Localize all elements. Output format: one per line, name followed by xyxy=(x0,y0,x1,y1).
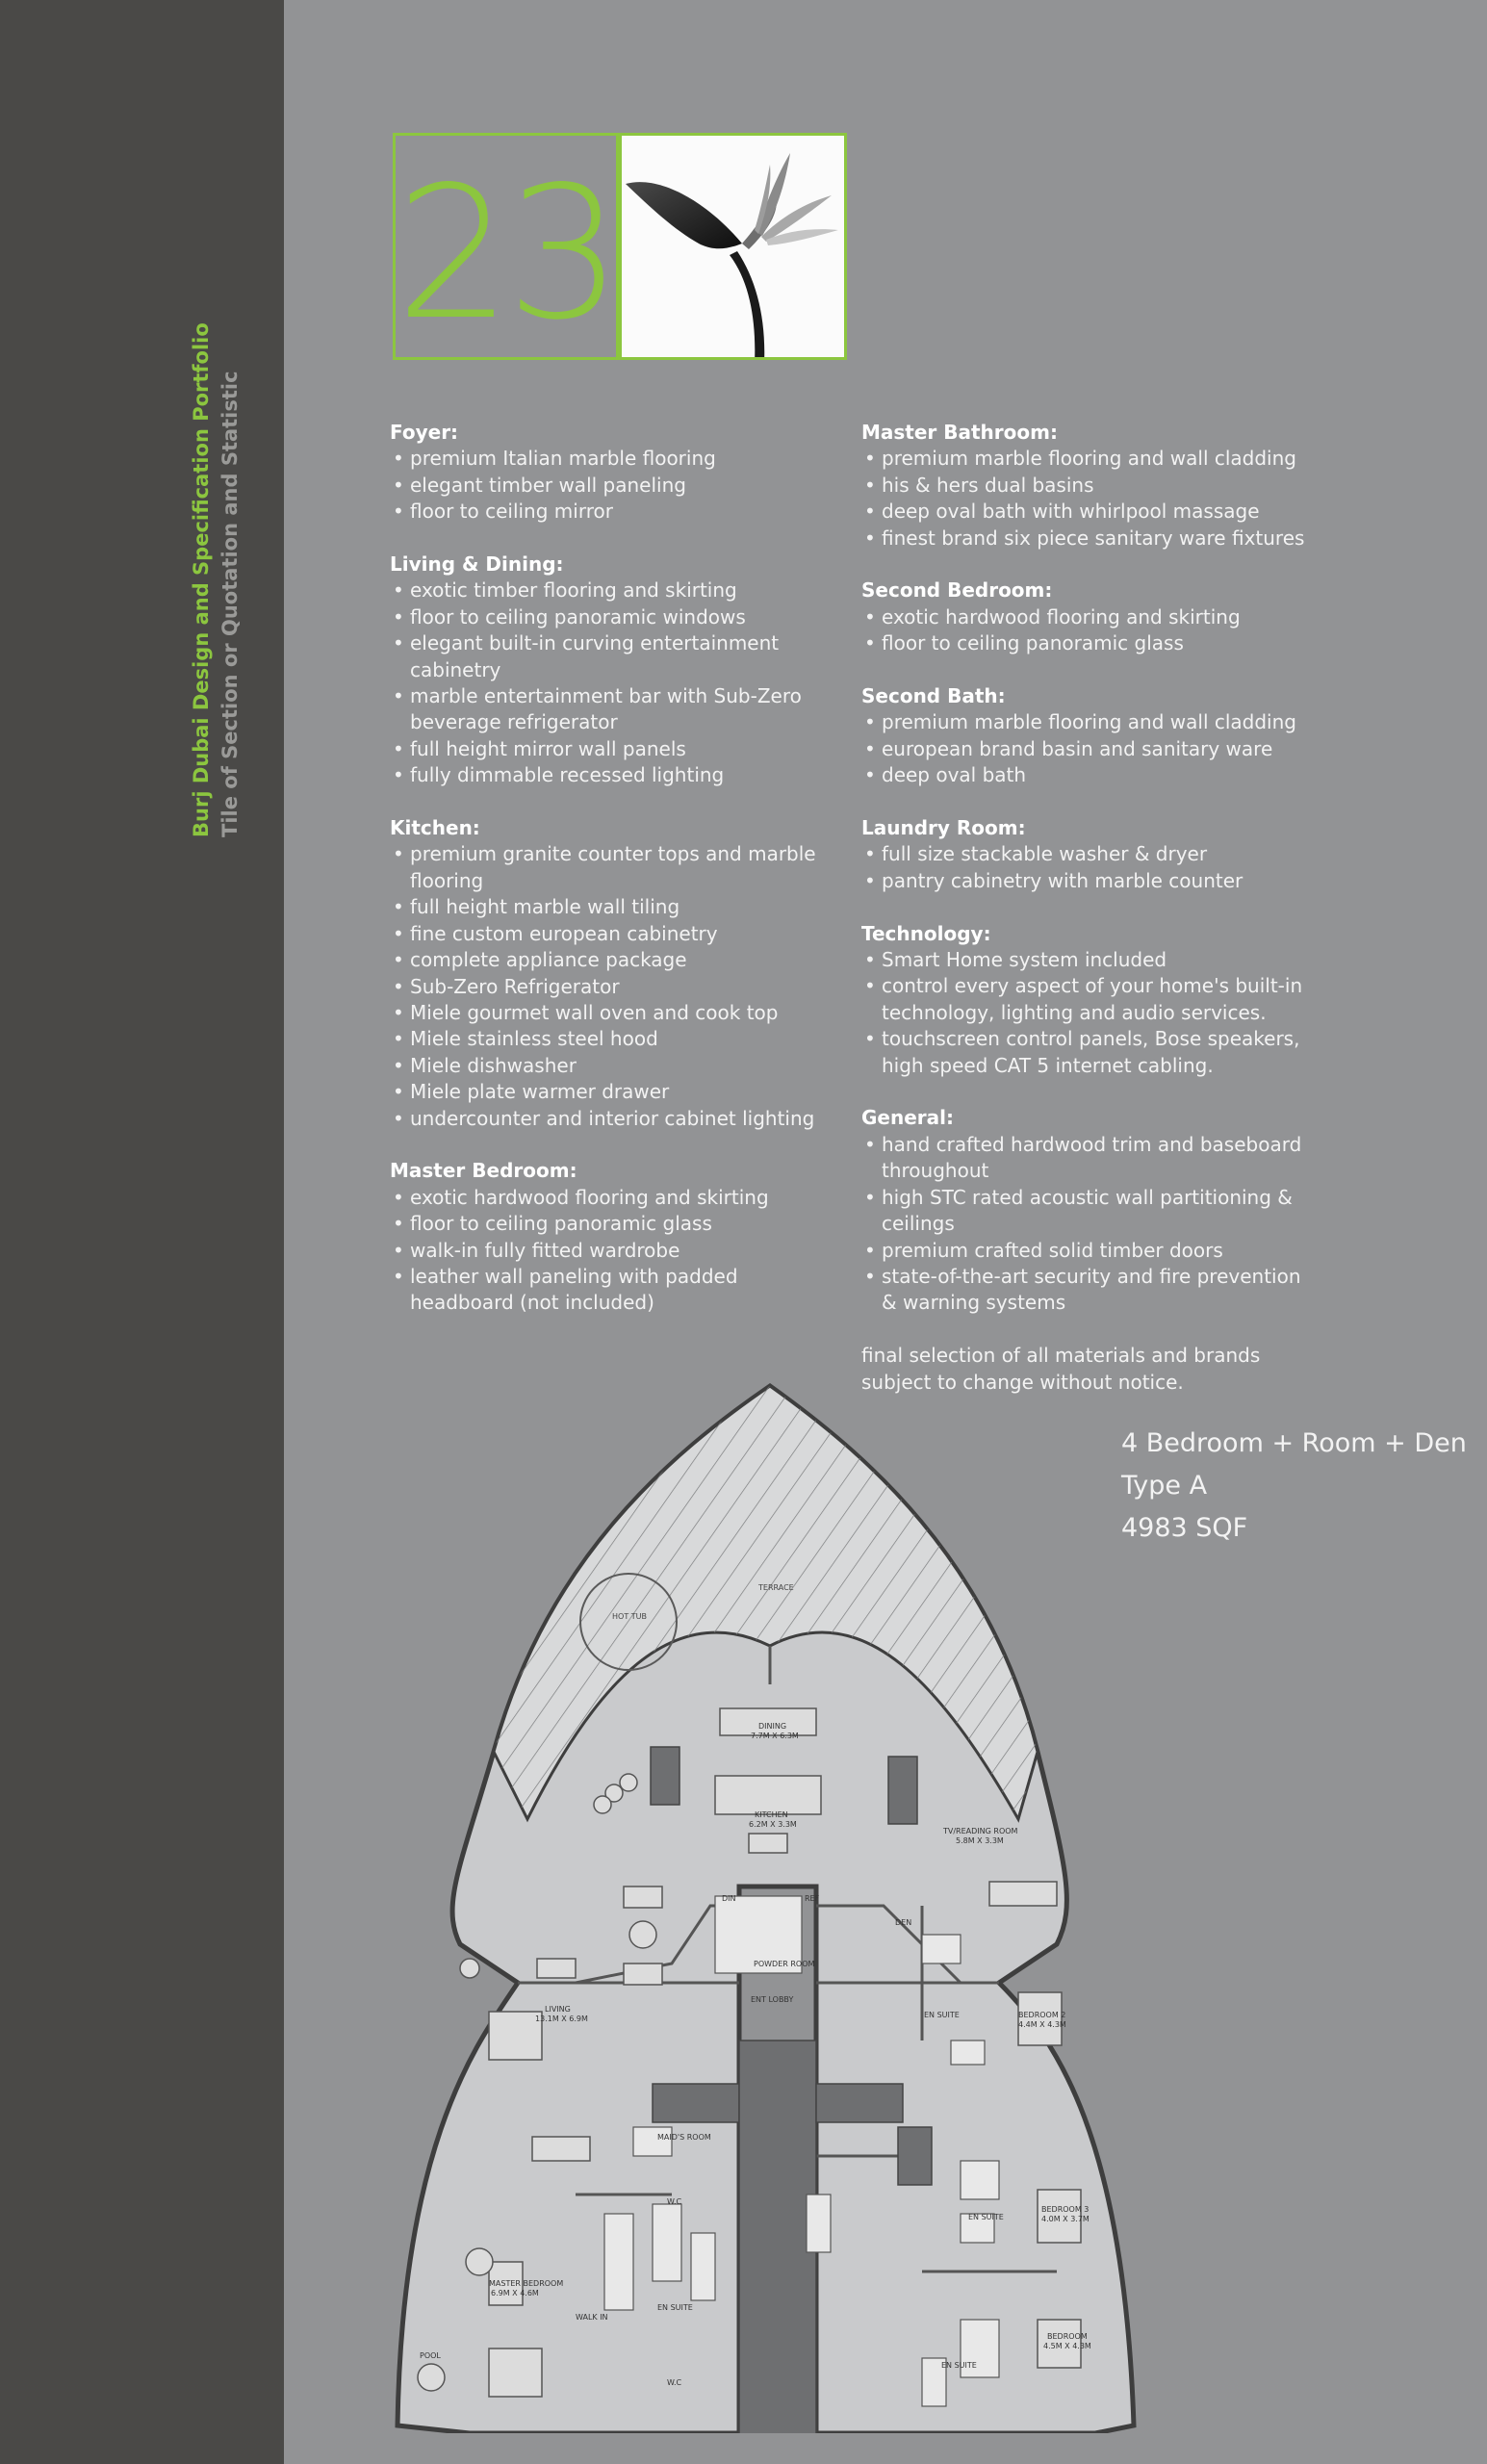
page-number-box xyxy=(393,133,619,360)
bedroom3-size: 4.0M X 3.7M xyxy=(1041,2215,1090,2223)
dining-size: 7.7M X 6.3M xyxy=(751,1732,799,1740)
disclaimer: final selection of all materials and brands subject to change without notice. xyxy=(861,1344,1261,1394)
section-title: Second Bedroom: xyxy=(861,578,1053,603)
master-bedroom-label: MASTER BEDROOM xyxy=(489,2279,564,2288)
spec-item: • walk-in fully fitted wardrobe xyxy=(390,1238,842,1264)
spec-item: • Smart Home system included xyxy=(861,947,1314,973)
section-title: General: xyxy=(861,1106,954,1130)
terrace-label: TERRACE xyxy=(758,1583,794,1592)
spec-item: • control every aspect of your home's built-in technology, lighting and audio services. xyxy=(861,973,1314,1026)
spec-item: • full height mirror wall panels xyxy=(390,736,842,762)
spec-section-second-bath xyxy=(861,683,1314,789)
master-bedroom-size: 6.9M X 4.6M xyxy=(491,2289,539,2297)
spec-item: • elegant built-in curving entertainment cabinetry xyxy=(390,630,842,683)
en-suite-label-3: EN SUITE xyxy=(657,2303,693,2312)
lobby-label: ENT LOBBY xyxy=(751,1995,794,2004)
spec-item: • deep oval bath xyxy=(861,762,1314,788)
spec-item: • pantry cabinetry with marble counter xyxy=(861,868,1314,894)
powder-room-label: POWDER ROOM xyxy=(754,1960,815,1968)
spec-item: • undercounter and interior cabinet lighting xyxy=(390,1106,842,1132)
spec-item: • full height marble wall tiling xyxy=(390,894,842,920)
spec-section-master-bathroom xyxy=(861,420,1314,552)
dining-label: DINING xyxy=(758,1722,787,1731)
kitchen-size: 6.2M X 3.3M xyxy=(749,1820,797,1829)
spec-section-second-bedroom xyxy=(861,578,1314,656)
spec-section-general xyxy=(861,1105,1314,1316)
section-title: Master Bedroom: xyxy=(390,1159,577,1183)
spec-item: • full size stackable washer & dryer xyxy=(861,841,1314,867)
sidebar-subtitle: Tile of Section or Quotation and Statistic xyxy=(218,371,242,837)
spec-section-technology xyxy=(861,921,1314,1079)
spec-item: • finest brand six piece sanitary ware fixtures xyxy=(861,526,1314,552)
sidebar-title: Burj Dubai Design and Specification Portfolio xyxy=(190,322,213,837)
spec-column-right xyxy=(861,420,1314,1396)
wc-label-2: W.C xyxy=(667,2378,682,2387)
bedroom4-size: 4.5M X 4.3M xyxy=(1043,2342,1091,2350)
flower-image xyxy=(619,133,847,360)
kitchen-label: KITCHEN xyxy=(755,1810,788,1819)
spec-item: • his & hers dual basins xyxy=(861,473,1314,499)
unit-bedrooms: 4 Bedroom + Room + Den xyxy=(1121,1428,1467,1458)
spec-section-foyer xyxy=(390,420,842,526)
maids-room-label: MAID'S ROOM xyxy=(657,2133,711,2142)
hot-tub-label: HOT TUB xyxy=(612,1612,647,1621)
section-title: Master Bathroom: xyxy=(861,421,1058,444)
spec-item: • leather wall paneling with padded headboard (not included) xyxy=(390,1264,842,1317)
bedroom2-label: BEDROOM 2 xyxy=(1018,2011,1066,2019)
section-title: Second Bath: xyxy=(861,684,1006,708)
spec-item: • floor to ceiling panoramic windows xyxy=(390,604,842,630)
spec-item: • Miele dishwasher xyxy=(390,1053,842,1079)
spec-item: • fine custom european cabinetry xyxy=(390,921,842,947)
bedroom4-label: BEDROOM xyxy=(1047,2332,1088,2341)
spec-section-living-dining xyxy=(390,552,842,789)
spec-item: • marble entertainment bar with Sub-Zero beverage refrigerator xyxy=(390,683,842,736)
spec-item: • premium Italian marble flooring xyxy=(390,446,842,472)
bedroom2-size: 4.4M X 4.3M xyxy=(1018,2020,1066,2029)
section-title: Technology: xyxy=(861,921,991,945)
spec-item: • european brand basin and sanitary ware xyxy=(861,736,1314,762)
spec-item: • premium marble flooring and wall cladding xyxy=(861,709,1314,735)
sidebar xyxy=(0,0,284,2464)
spec-item: • exotic hardwood flooring and skirting xyxy=(861,604,1314,630)
spec-item: • deep oval bath with whirlpool massage xyxy=(861,499,1314,525)
din-label: DIN xyxy=(722,1894,736,1903)
spec-section-kitchen xyxy=(390,815,842,1132)
spec-item: • exotic hardwood flooring and skirting xyxy=(390,1185,842,1211)
spec-item: • hand crafted hardwood trim and baseboard throughout xyxy=(861,1132,1314,1185)
spec-section-laundry-room xyxy=(861,815,1314,894)
spec-item: • state-of-the-art security and fire prevention & warning systems xyxy=(861,1264,1314,1317)
sidebar-vertical-title xyxy=(187,322,244,837)
bedroom3-label: BEDROOM 3 xyxy=(1041,2205,1090,2214)
unit-info xyxy=(1121,1423,1467,1550)
tv-room-size: 5.8M X 3.3M xyxy=(956,1836,1004,1845)
spec-item: • premium marble flooring and wall cladding xyxy=(861,446,1314,472)
tv-room-label: TV/READING ROOM xyxy=(943,1827,1018,1835)
spec-item: • floor to ceiling panoramic glass xyxy=(390,1211,842,1237)
unit-type: Type A xyxy=(1121,1471,1208,1501)
section-title: Laundry Room: xyxy=(861,816,1026,840)
floor-plan xyxy=(383,1367,1145,2433)
en-suite-label-1: EN SUITE xyxy=(924,2011,960,2019)
section-title: Kitchen: xyxy=(390,816,480,840)
ref-label: REF xyxy=(805,1894,820,1903)
living-size: 13.1M X 6.9M xyxy=(535,2015,588,2023)
spec-item: • Miele plate warmer drawer xyxy=(390,1079,842,1105)
living-label: LIVING xyxy=(545,2005,571,2014)
spec-item: • complete appliance package xyxy=(390,947,842,973)
section-title: Foyer: xyxy=(390,421,459,444)
spec-item: • Sub-Zero Refrigerator xyxy=(390,974,842,1000)
spec-item: • floor to ceiling panoramic glass xyxy=(861,630,1314,656)
spec-item: • touchscreen control panels, Bose speakers, high speed CAT 5 internet cabling. xyxy=(861,1026,1314,1079)
spec-item: • exotic timber flooring and skirting xyxy=(390,578,842,603)
spec-section-master-bedroom xyxy=(390,1158,842,1316)
en-suite-label-4: EN SUITE xyxy=(941,2361,977,2370)
bird-of-paradise-flower-icon xyxy=(622,136,847,360)
page-number: 23 xyxy=(396,147,617,360)
floor-plan-drawing xyxy=(383,1367,1145,2433)
spec-item: • high STC rated acoustic wall partitioning & ceilings xyxy=(861,1185,1314,1238)
spec-item: • Miele stainless steel hood xyxy=(390,1026,842,1052)
spec-item: • floor to ceiling mirror xyxy=(390,499,842,525)
den-label: DEN xyxy=(895,1918,912,1927)
spec-column-left xyxy=(390,420,842,1343)
pool-label: POOL xyxy=(420,2351,441,2360)
en-suite-label-2: EN SUITE xyxy=(968,2213,1004,2221)
spec-item: • fully dimmable recessed lighting xyxy=(390,762,842,788)
walk-in-label: WALK IN xyxy=(576,2313,608,2322)
unit-area: 4983 SQF xyxy=(1121,1513,1248,1543)
section-title: Living & Dining: xyxy=(390,552,564,577)
spec-item: • premium granite counter tops and marble flooring xyxy=(390,841,842,894)
spec-item: • premium crafted solid timber doors xyxy=(861,1238,1314,1264)
wc-label-1: W.C xyxy=(667,2197,682,2206)
spec-item: • elegant timber wall paneling xyxy=(390,473,842,499)
spec-item: • Miele gourmet wall oven and cook top xyxy=(390,1000,842,1026)
